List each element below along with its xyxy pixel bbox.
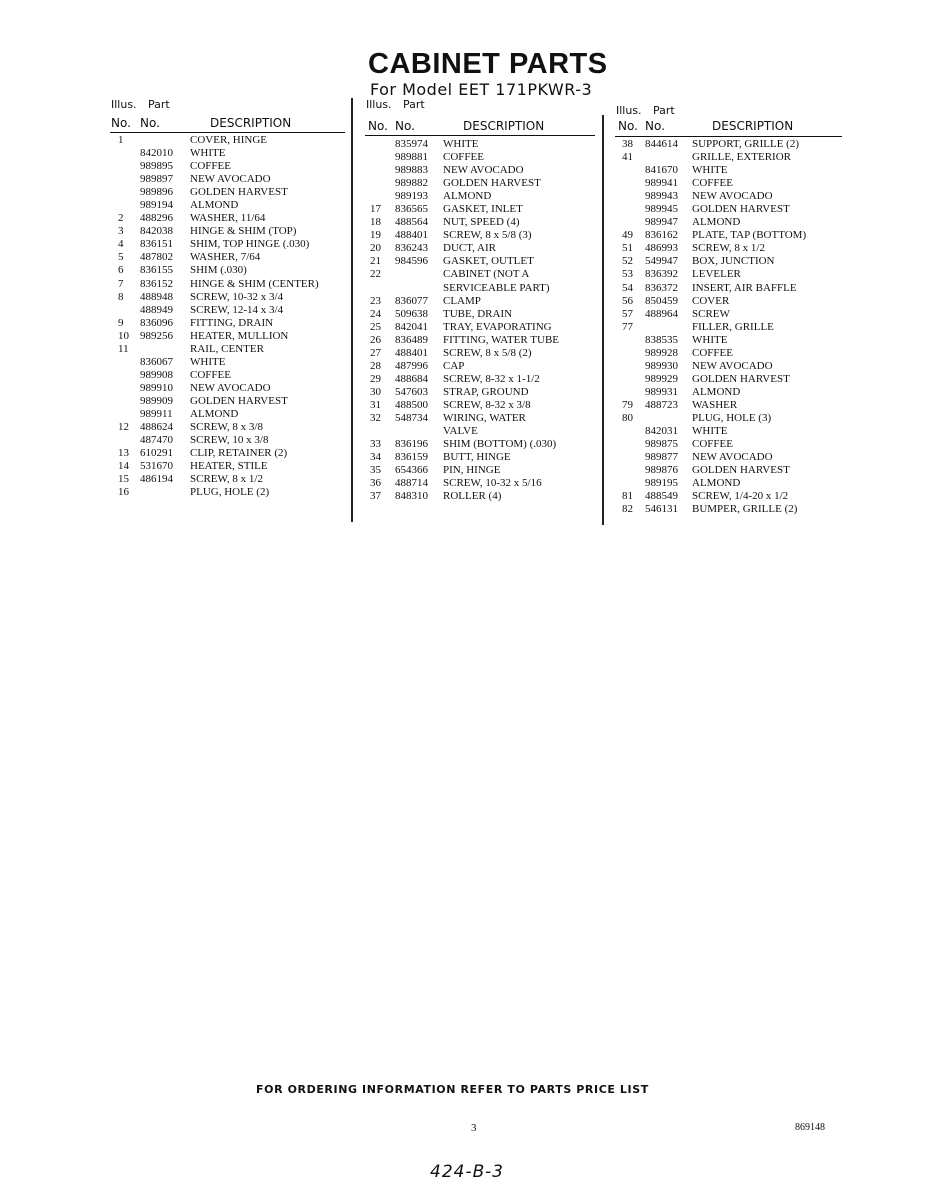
description: STRAP, GROUND — [443, 385, 529, 398]
part-no: 989943 — [645, 190, 678, 203]
part-no: 989910 — [140, 381, 173, 394]
description: SHIM, TOP HINGE (.030) — [190, 238, 310, 251]
table-row — [0, 438, 951, 451]
description: GASKET, INLET — [443, 203, 523, 216]
description: HINGE & SHIM (TOP) — [190, 225, 297, 238]
ordering-note: FOR ORDERING INFORMATION REFER TO PARTS PRICE LIST — [256, 1083, 649, 1096]
table-row — [0, 190, 951, 203]
description: SCREW, 8 x 1/2 — [692, 242, 765, 255]
description: NUT, SPEED (4) — [443, 216, 520, 229]
illus-no: 38 — [622, 138, 633, 150]
table-row — [0, 229, 951, 242]
table-row — [0, 412, 951, 425]
illus-no: 24 — [370, 307, 381, 320]
part-no: 841670 — [645, 164, 678, 177]
description: SCREW, 8-32 x 3/8 — [443, 398, 531, 411]
illus-no: 31 — [370, 398, 381, 411]
description: WIRING, WATER — [443, 411, 526, 424]
part-no: 488714 — [395, 477, 428, 490]
illus-no: 28 — [370, 359, 381, 372]
part-no: 850459 — [645, 294, 678, 307]
part-no: 487802 — [140, 251, 173, 264]
description: GOLDEN HARVEST — [692, 203, 790, 216]
table-row — [0, 399, 951, 412]
illus-no: 14 — [118, 460, 129, 473]
description: SERVICEABLE PART) — [443, 281, 550, 294]
illus-no: 8 — [118, 290, 124, 303]
part-no: 488401 — [395, 346, 428, 359]
illus-no: 16 — [118, 486, 129, 499]
description: GOLDEN HARVEST — [190, 394, 288, 407]
description: INSERT, AIR BAFFLE — [692, 281, 797, 294]
description: CLAMP — [443, 294, 481, 307]
header-part-no: No. — [645, 119, 665, 133]
page-number: 3 — [471, 1122, 477, 1134]
handwritten-note: 424-B-3 — [430, 1162, 504, 1182]
table-row — [0, 477, 951, 490]
description: BUMPER, GRILLE (2) — [692, 503, 798, 516]
page-title: CABINET PARTS — [368, 48, 608, 80]
part-no: 486194 — [140, 473, 173, 486]
part-no: 488401 — [395, 229, 428, 242]
illus-no: 30 — [370, 385, 381, 398]
part-no: 989897 — [140, 173, 173, 186]
part-no: 842041 — [395, 320, 428, 333]
illus-no: 15 — [118, 473, 129, 486]
part-no: 984596 — [395, 255, 428, 268]
part-no: 836372 — [645, 281, 678, 294]
illus-no: 80 — [622, 411, 633, 424]
illus-no: 33 — [370, 438, 381, 451]
part-no: 989909 — [140, 394, 173, 407]
description: HEATER, STILE — [190, 460, 268, 473]
illus-no: 56 — [622, 294, 633, 307]
description: SCREW, 8 x 3/8 — [190, 421, 263, 434]
header-illus: Illus. — [111, 98, 137, 111]
illus-no: 79 — [622, 398, 633, 411]
part-no: 836077 — [395, 294, 428, 307]
description: SCREW, 10-32 x 3/4 — [190, 290, 284, 303]
table-row — [0, 268, 951, 281]
illus-no: 41 — [622, 151, 633, 164]
header-illus: Illus. — [366, 98, 392, 111]
illus-no: 21 — [370, 255, 381, 268]
part-no: 989908 — [140, 368, 173, 381]
part-no: 836565 — [395, 203, 428, 216]
part-no: 989881 — [395, 151, 428, 164]
description: WHITE — [443, 138, 479, 150]
description: COVER — [692, 294, 730, 307]
part-no: 838535 — [645, 333, 678, 346]
header-part: Part — [148, 98, 170, 111]
header-no: No. — [368, 119, 388, 133]
description: COFFEE — [692, 177, 733, 190]
description: WHITE — [692, 333, 728, 346]
table-row — [0, 321, 951, 334]
description: SHIM (.030) — [190, 264, 247, 277]
table-row — [0, 282, 951, 295]
description: CAP — [443, 359, 465, 372]
part-no: 488549 — [645, 490, 678, 503]
description: WASHER, 7/64 — [190, 251, 261, 264]
description: WASHER, 11/64 — [190, 212, 266, 225]
part-no: 546131 — [645, 503, 678, 516]
description: LEVELER — [692, 268, 741, 281]
part-no: 836162 — [645, 229, 678, 242]
table-row — [0, 308, 951, 321]
table-row — [0, 255, 951, 268]
table-row — [0, 490, 951, 503]
illus-no: 10 — [118, 329, 129, 342]
header-rule — [615, 136, 842, 137]
illus-no: 23 — [370, 294, 381, 307]
part-no: 989930 — [645, 359, 678, 372]
illus-no: 22 — [370, 268, 381, 281]
illus-no: 36 — [370, 477, 381, 490]
header-description: DESCRIPTION — [210, 116, 292, 130]
description: FITTING, DRAIN — [190, 316, 274, 329]
part-no: 610291 — [140, 447, 173, 460]
description: CLIP, RETAINER (2) — [190, 447, 288, 460]
part-no: 488684 — [395, 372, 428, 385]
model-subtitle: For Model EET 171PKWR-3 — [370, 80, 593, 99]
description: GOLDEN HARVEST — [692, 464, 790, 477]
part-no: 488949 — [140, 303, 173, 316]
part-no: 549947 — [645, 255, 678, 268]
description: SCREW, 10 x 3/8 — [190, 434, 269, 447]
part-no: 989882 — [395, 177, 428, 190]
description: PLATE, TAP (BOTTOM) — [692, 229, 807, 242]
illus-no: 37 — [370, 490, 381, 503]
illus-no: 53 — [622, 268, 633, 281]
header-part-no: No. — [395, 119, 415, 133]
part-no: 989875 — [645, 438, 678, 451]
part-no: 836067 — [140, 355, 173, 368]
description: NEW AVOCADO — [190, 381, 271, 394]
table-row — [0, 464, 951, 477]
part-no: 836096 — [140, 316, 173, 329]
illus-no: 29 — [370, 372, 381, 385]
illus-no: 51 — [622, 242, 633, 255]
part-no: 531670 — [140, 460, 173, 473]
description: ALMOND — [692, 385, 741, 398]
illus-no: 6 — [118, 264, 124, 277]
part-no: 836155 — [140, 264, 173, 277]
illus-no: 52 — [622, 255, 633, 268]
part-no: 488948 — [140, 290, 173, 303]
description: SHIM (BOTTOM) (.030) — [443, 438, 557, 451]
table-row — [0, 425, 951, 438]
parts-list-column-3 — [0, 138, 951, 516]
description: FILLER, GRILLE — [692, 320, 774, 333]
table-row — [0, 151, 951, 164]
part-no: 836243 — [395, 242, 428, 255]
illus-no: 13 — [118, 447, 129, 460]
description: SCREW, 1/4-20 x 1/2 — [692, 490, 789, 503]
part-no: 989947 — [645, 216, 678, 229]
description: RAIL, CENTER — [190, 342, 264, 355]
description: CABINET (NOT A — [443, 268, 530, 281]
illus-no: 9 — [118, 316, 124, 329]
description: COFFEE — [692, 346, 733, 359]
description: GOLDEN HARVEST — [190, 186, 288, 199]
part-no: 989929 — [645, 372, 678, 385]
table-row — [0, 138, 951, 151]
description: ROLLER (4) — [443, 490, 502, 503]
part-no: 486993 — [645, 242, 678, 255]
description: COVER, HINGE — [190, 134, 267, 146]
illus-no: 26 — [370, 333, 381, 346]
header-no: No. — [111, 116, 131, 130]
illus-no: 49 — [622, 229, 633, 242]
part-no: 989877 — [645, 451, 678, 464]
part-no: 487996 — [395, 359, 428, 372]
description: SUPPORT, GRILLE (2) — [692, 138, 799, 150]
description: COFFEE — [190, 160, 231, 173]
table-row — [0, 216, 951, 229]
header-part: Part — [403, 98, 425, 111]
header-description: DESCRIPTION — [463, 119, 545, 133]
illus-no: 57 — [622, 307, 633, 320]
part-no: 836151 — [140, 238, 173, 251]
table-row — [0, 360, 951, 373]
table-row — [0, 177, 951, 190]
description: VALVE — [443, 425, 478, 438]
part-no: 989194 — [140, 199, 173, 212]
part-no: 488624 — [140, 421, 173, 434]
description: WASHER — [692, 398, 738, 411]
table-row — [0, 386, 951, 399]
illus-no: 81 — [622, 490, 633, 503]
header-description: DESCRIPTION — [712, 119, 794, 133]
table-row — [0, 347, 951, 360]
description: NEW AVOCADO — [443, 164, 524, 177]
part-no: 836392 — [645, 268, 678, 281]
description: NEW AVOCADO — [190, 173, 271, 186]
illus-no: 5 — [118, 251, 124, 264]
illus-no: 20 — [370, 242, 381, 255]
description: NEW AVOCADO — [692, 190, 773, 203]
table-row — [0, 451, 951, 464]
part-no: 547603 — [395, 385, 428, 398]
illus-no: 82 — [622, 503, 633, 516]
illus-no: 11 — [118, 342, 129, 355]
description: HEATER, MULLION — [190, 329, 289, 342]
part-no: 989256 — [140, 329, 173, 342]
illus-no: 3 — [118, 225, 124, 238]
description: NEW AVOCADO — [692, 359, 773, 372]
description: SCREW, 10-32 x 5/16 — [443, 477, 542, 490]
part-no: 487470 — [140, 434, 173, 447]
description: ALMOND — [190, 407, 239, 420]
illus-no: 32 — [370, 411, 381, 424]
description: PIN, HINGE — [443, 464, 501, 477]
illus-no: 2 — [118, 212, 124, 225]
description: HINGE & SHIM (CENTER) — [190, 277, 319, 290]
description: WHITE — [692, 164, 728, 177]
description: COFFEE — [692, 438, 733, 451]
illus-no: 19 — [370, 229, 381, 242]
description: PLUG, HOLE (2) — [190, 486, 270, 499]
header-part: Part — [653, 104, 675, 117]
header-rule — [110, 132, 345, 133]
part-no: 488500 — [395, 398, 428, 411]
illus-no: 54 — [622, 281, 633, 294]
description: COFFEE — [190, 368, 231, 381]
description: SCREW — [692, 307, 730, 320]
part-no: 989896 — [140, 186, 173, 199]
part-no: 989195 — [645, 477, 678, 490]
description: FITTING, WATER TUBE — [443, 333, 560, 346]
illus-no: 12 — [118, 421, 129, 434]
part-no: 488296 — [140, 212, 173, 225]
part-no: 488723 — [645, 398, 678, 411]
illus-no: 18 — [370, 216, 381, 229]
table-row — [0, 242, 951, 255]
part-no: 836489 — [395, 333, 428, 346]
document-number: 869148 — [795, 1122, 825, 1133]
illus-no: 7 — [118, 277, 124, 290]
description: GRILLE, EXTERIOR — [692, 151, 791, 164]
table-row — [0, 373, 951, 386]
description: WHITE — [190, 355, 226, 368]
description: ALMOND — [190, 199, 239, 212]
description: GOLDEN HARVEST — [443, 177, 541, 190]
description: ALMOND — [692, 477, 741, 490]
part-no: 488564 — [395, 216, 428, 229]
description: DUCT, AIR — [443, 242, 496, 255]
part-no: 989928 — [645, 346, 678, 359]
table-row — [0, 164, 951, 177]
part-no: 989876 — [645, 464, 678, 477]
part-no: 844614 — [645, 138, 678, 150]
description: GASKET, OUTLET — [443, 255, 534, 268]
description: WHITE — [692, 425, 728, 438]
table-row — [0, 503, 951, 516]
table-row — [0, 203, 951, 216]
description: SCREW, 8 x 5/8 (2) — [443, 346, 532, 359]
description: TUBE, DRAIN — [443, 307, 513, 320]
description: ALMOND — [692, 216, 741, 229]
description: COFFEE — [443, 151, 484, 164]
part-no: 548734 — [395, 411, 428, 424]
table-row — [0, 334, 951, 347]
illus-no: 4 — [118, 238, 124, 251]
part-no: 835974 — [395, 138, 428, 150]
description: ALMOND — [443, 190, 492, 203]
part-no: 848310 — [395, 490, 428, 503]
part-no: 989945 — [645, 203, 678, 216]
part-no: 836196 — [395, 438, 428, 451]
part-no: 989931 — [645, 385, 678, 398]
part-no: 836152 — [140, 277, 173, 290]
part-no: 989941 — [645, 177, 678, 190]
illus-no: 1 — [118, 134, 124, 146]
description: NEW AVOCADO — [692, 451, 773, 464]
part-no: 989883 — [395, 164, 428, 177]
header-rule — [365, 135, 595, 136]
part-no: 842010 — [140, 147, 173, 160]
illus-no: 34 — [370, 451, 381, 464]
illus-no: 77 — [622, 320, 633, 333]
illus-no: 35 — [370, 464, 381, 477]
description: WHITE — [190, 147, 226, 160]
description: SCREW, 8-32 x 1-1/2 — [443, 372, 540, 385]
table-row — [0, 295, 951, 308]
illus-no: 25 — [370, 320, 381, 333]
description: TRAY, EVAPORATING — [443, 320, 552, 333]
part-no: 989193 — [395, 190, 428, 203]
illus-no: 17 — [370, 203, 381, 216]
header-part-no: No. — [140, 116, 160, 130]
part-no: 509638 — [395, 307, 428, 320]
part-no: 836159 — [395, 451, 428, 464]
header-illus: Illus. — [616, 104, 642, 117]
part-no: 842038 — [140, 225, 173, 238]
header-no: No. — [618, 119, 638, 133]
illus-no: 27 — [370, 346, 381, 359]
description: GOLDEN HARVEST — [692, 372, 790, 385]
part-no: 989911 — [140, 407, 173, 420]
description: SCREW, 12-14 x 3/4 — [190, 303, 284, 316]
description: BUTT, HINGE — [443, 451, 511, 464]
description: SCREW, 8 x 1/2 — [190, 473, 263, 486]
description: SCREW, 8 x 5/8 (3) — [443, 229, 532, 242]
part-no: 488964 — [645, 307, 678, 320]
description: PLUG, HOLE (3) — [692, 411, 772, 424]
description: BOX, JUNCTION — [692, 255, 775, 268]
part-no: 654366 — [395, 464, 428, 477]
part-no: 842031 — [645, 425, 678, 438]
part-no: 989895 — [140, 160, 173, 173]
